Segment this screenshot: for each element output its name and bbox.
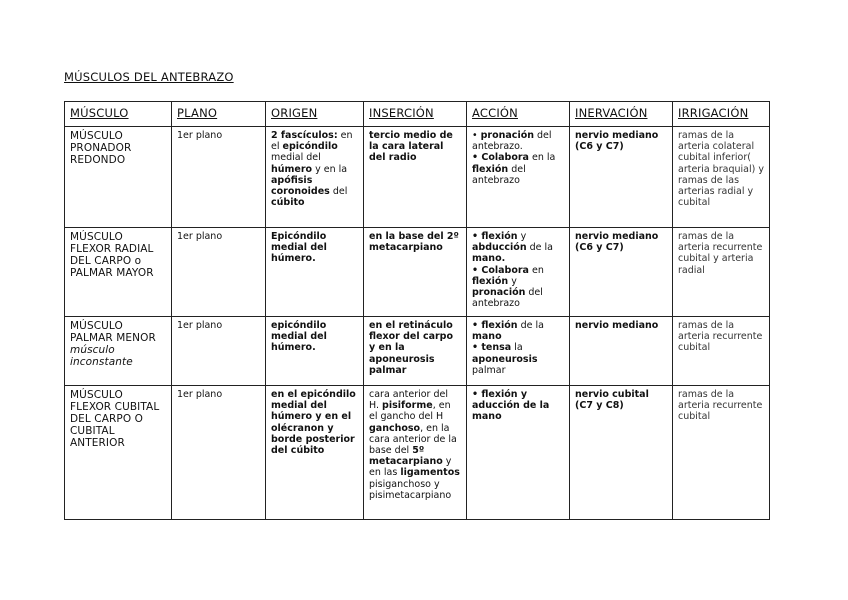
text-run: pisiganchoso y pisimetacarpiano: [369, 478, 452, 501]
cell-inervacion: nervio mediano (C6 y C7): [570, 228, 673, 317]
cell-irrigacion: ramas de la arteria recurrente cubital: [673, 317, 770, 386]
cell-plano: 1er plano: [172, 317, 266, 386]
text-run-bold: epicóndilo: [282, 141, 338, 153]
text-run: del antebrazo.: [472, 130, 552, 153]
text-run: , en la cara anterior de la base del: [369, 422, 457, 457]
page-title: MÚSCULOS DEL ANTEBRAZO: [64, 70, 234, 84]
cell-inervacion: nervio cubital (C7 y C8): [570, 386, 673, 520]
text-run-bold: aponeurosis: [472, 353, 538, 365]
musculo-note: músculo inconstante: [70, 344, 133, 368]
text-run: y en la: [312, 163, 348, 175]
cell-origen: [266, 127, 364, 228]
table-row: [65, 228, 770, 317]
text-run: del antebrazo: [472, 287, 543, 310]
text-run-bold: en el epicóndilo medial del húmero y en el olécranon y borde posterior del cúbito: [271, 389, 356, 457]
text-run-bold: flexión: [472, 163, 509, 175]
text-run: •: [472, 130, 481, 141]
text-run-bold: ganchoso: [369, 422, 421, 434]
text-run-bold: • flexión: [472, 320, 518, 331]
cell-irrigacion: ramas de la arteria colateral cubital inferior( arteria braquial) y ramas de las arterias radial y cubital: [673, 127, 770, 228]
header-inervacion: INERVACIÓN: [570, 102, 673, 127]
cell-accion: [467, 127, 570, 228]
text-run: de la: [526, 242, 553, 254]
header-irrigacion: IRRIGACIÓN: [673, 102, 770, 127]
text-run-bold: • flexión: [472, 231, 518, 242]
muscles-table: [64, 101, 770, 520]
cell-insercion: [364, 127, 467, 228]
text-run: del antebrazo: [472, 163, 526, 186]
header-origen: ORIGEN: [266, 102, 364, 127]
header-musculo: MÚSCULO: [65, 102, 172, 127]
cell-musculo: [65, 228, 172, 317]
text-run: cara anterior del H.: [369, 389, 449, 412]
cell-inervacion: nervio mediano: [570, 317, 673, 386]
cell-musculo: [65, 386, 172, 520]
cell-origen: [266, 386, 364, 520]
text-run: la: [511, 342, 523, 354]
musculo-name: MÚSCULO FLEXOR CUBITAL DEL CARPO O CUBITAL ANTERIOR: [70, 389, 160, 449]
text-run-bold: tercio medio de la cara lateral del radio: [369, 130, 453, 164]
text-run: en: [528, 264, 544, 276]
text-run-bold: Epicóndilo medial del húmero.: [271, 231, 327, 265]
text-run-bold: en la base del 2º metacarpiano: [369, 231, 459, 254]
text-run-bold: • flexión y aducción de la mano: [472, 389, 550, 423]
cell-accion: [467, 317, 570, 386]
text-run-bold: abducción: [472, 242, 527, 254]
text-run: y en las: [369, 456, 452, 479]
text-run-bold: pronación: [480, 130, 534, 141]
cell-musculo: [65, 127, 172, 228]
cell-irrigacion: ramas de la arteria recurrente cubital y arteria radial: [673, 228, 770, 317]
header-row: [65, 102, 770, 127]
text-run: del: [329, 186, 348, 198]
text-run: en el: [271, 130, 353, 153]
header-accion: ACCIÓN: [467, 102, 570, 127]
musculo-name: MÚSCULO PRONADOR REDONDO: [70, 130, 132, 166]
text-run: medial del: [271, 152, 321, 164]
cell-musculo: [65, 317, 172, 386]
text-run: en la: [528, 152, 556, 164]
cell-irrigacion: ramas de la arteria recurrente cubital: [673, 386, 770, 520]
text-run-bold: • Colabora: [472, 264, 529, 276]
text-run-bold: en el retináculo flexor del carpo y en la aponeurosis palmar: [369, 320, 453, 376]
cell-insercion: [364, 228, 467, 317]
text-run-bold: apófisis coronoides: [271, 174, 330, 198]
text-run-bold: pronación: [472, 287, 526, 299]
text-run-bold: 2 fascículos:: [271, 130, 338, 141]
text-run: palmar: [472, 364, 506, 376]
cell-origen: [266, 228, 364, 317]
cell-inervacion: nervio mediano (C6 y C7): [570, 127, 673, 228]
text-run: y: [517, 231, 527, 242]
table-row: [65, 386, 770, 520]
text-run: y: [508, 275, 517, 287]
text-run-bold: • Colabora: [472, 152, 529, 164]
text-run: , en el gancho del H: [369, 400, 451, 423]
cell-insercion: [364, 317, 467, 386]
header-insercion: INSERCIÓN: [364, 102, 467, 127]
cell-accion: [467, 228, 570, 317]
cell-plano: 1er plano: [172, 228, 266, 317]
text-run-bold: pisiforme: [382, 400, 433, 412]
header-plano: PLANO: [172, 102, 266, 127]
cell-plano: 1er plano: [172, 127, 266, 228]
text-run: de la: [517, 320, 544, 331]
text-run-bold: húmero: [271, 163, 313, 175]
cell-origen: [266, 317, 364, 386]
musculo-name: MÚSCULO FLEXOR RADIAL DEL CARPO o PALMAR MAYOR: [70, 231, 154, 279]
text-run-bold: mano: [472, 331, 502, 343]
table-row: [65, 317, 770, 386]
text-run-bold: flexión: [472, 275, 509, 287]
text-run-bold: mano.: [472, 253, 506, 265]
table-row: [65, 127, 770, 228]
text-run-bold: cúbito: [271, 197, 305, 209]
text-run-bold: epicóndilo medial del húmero.: [271, 320, 327, 354]
musculo-name: MÚSCULO PALMAR MENOR: [70, 320, 156, 344]
cell-plano: 1er plano: [172, 386, 266, 520]
cell-insercion: [364, 386, 467, 520]
text-run-bold: ligamentos: [400, 467, 460, 479]
text-run-bold: 5º metacarpiano: [369, 445, 443, 468]
cell-accion: [467, 386, 570, 520]
text-run-bold: • tensa: [472, 342, 512, 354]
